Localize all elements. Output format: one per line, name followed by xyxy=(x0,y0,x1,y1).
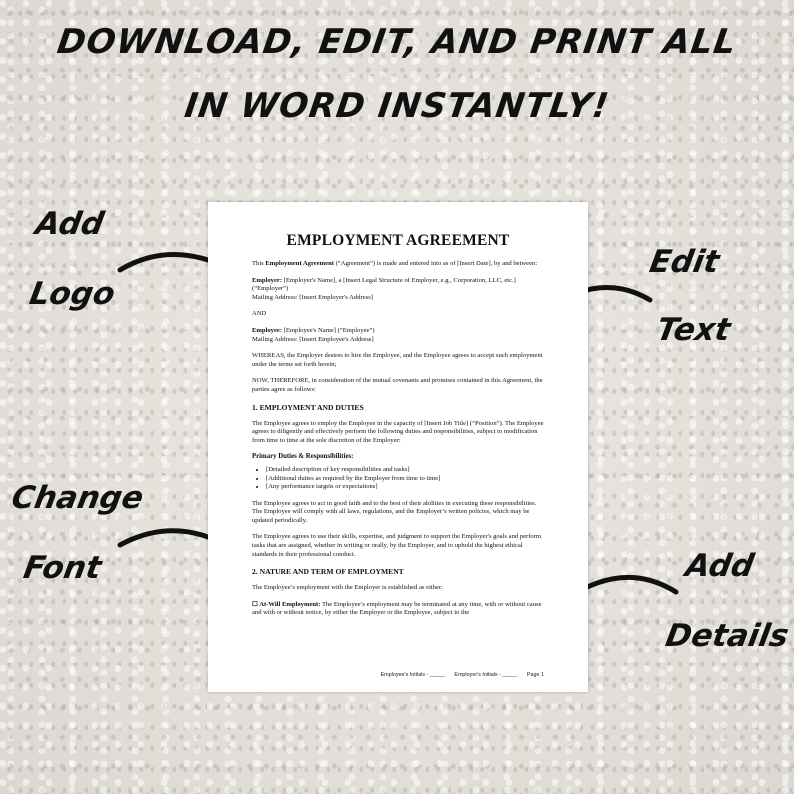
section-1-para-1: The Employee agrees to employ the Employee in the capacity of [Insert Job Title] (“Position”). The Employee agrees to diligently and effectively perform the following duties and responsibilities, subject to modification from time to time at the sole discretion of the Employer: xyxy=(252,419,544,444)
callout-edit: Edit xyxy=(646,244,722,280)
callout-add: Add xyxy=(32,206,107,242)
section-2-para-1: The Employee’s employment with the Employer is established as either: xyxy=(252,584,443,592)
duties-list-item: • [Additional duties as required by the Employer from time to time] xyxy=(266,475,544,483)
duties-list xyxy=(266,466,544,491)
intro-c: (“Agreement”) is made and entered into as of [Insert Date], by and between: xyxy=(333,260,538,267)
callout-font: Font xyxy=(20,550,105,586)
employer-address: Mailing Address: [Insert Employer's Address] xyxy=(252,293,373,301)
at-will-label: ☐ At-Will Employment: xyxy=(252,600,321,608)
callout-details: Details xyxy=(662,618,792,654)
employer-text: [Employer's Name], a [Insert Legal Structure of Employer, e.g., Corporation, LLC, etc.] (“Employer”) xyxy=(252,276,516,293)
callout-text: Text xyxy=(653,312,734,348)
intro-b: Employment Agreement xyxy=(265,260,334,267)
intro-paragraph xyxy=(252,260,544,269)
document-title: EMPLOYMENT AGREEMENT xyxy=(286,232,510,249)
employee-label: Employee: xyxy=(252,326,283,334)
callout-add-details: Add xyxy=(682,548,757,584)
employee-address: Mailing Address: [Insert Employee's Address] xyxy=(252,335,374,343)
duties-list-item: • [Detailed description of key responsibilities and tasks] xyxy=(266,466,544,474)
whereas-paragraph: WHEREAS, the Employer desires to hire the Employee, and the Employee agrees to accept such employment under the terms set forth herein; xyxy=(252,352,543,368)
employer-paragraph xyxy=(252,277,544,303)
employer-label: Employer: xyxy=(252,276,283,284)
duties-subheading: Primary Duties & Responsibilities: xyxy=(252,453,354,461)
section-1-para-3: The Employee agrees to use their skills, expertise, and judgment to support the Employer's goals and perform tasks that are assigned, whether in writing or orally, by the Employer, and to uphold the highest ethical standards in their professional conduct. xyxy=(252,533,542,558)
section-2-heading: 2. NATURE AND TERM OF EMPLOYMENT xyxy=(252,567,404,577)
headline-line-2: IN WORD INSTANTLY! xyxy=(182,86,612,126)
document-footer xyxy=(208,672,588,678)
and-paragraph: AND xyxy=(252,310,267,318)
callout-change: Change xyxy=(8,480,147,516)
duties-list-item: • [Any performance targets or expectations] xyxy=(266,483,544,491)
section-1-heading: 1. EMPLOYMENT AND DUTIES xyxy=(252,402,364,412)
employee-text: [Employee's Name] (“Employee”) xyxy=(282,326,375,334)
employee-initials: Employee's Initials - _____ xyxy=(380,672,445,678)
intro-a: This xyxy=(252,260,266,267)
callout-logo: Logo xyxy=(26,276,118,312)
now-therefore-paragraph: NOW, THEREFORE, in consideration of the mutual covenants and promises contained in this Agreement, the parties agree as follows: xyxy=(252,377,543,393)
page-number: Page 1 xyxy=(526,672,544,678)
section-1-para-2: The Employee agrees to act in good faith and to the best of their abilities in executing these responsibilities. The Employee will comply with all laws, regulations, and the Employer’s written policies, which may be updated periodically. xyxy=(252,499,537,524)
at-will-paragraph xyxy=(252,601,544,618)
at-will-text: The Employee’s employment may be terminated at any time, with or without cause and with or without notice, by either the Employer or the Employee, subject to the xyxy=(252,600,542,617)
document-page xyxy=(208,202,588,692)
employee-paragraph xyxy=(252,327,544,344)
employer-initials: Employer's Initials - _____ xyxy=(454,672,518,678)
headline-line-1: DOWNLOAD, EDIT, AND PRINT ALL xyxy=(54,22,740,62)
